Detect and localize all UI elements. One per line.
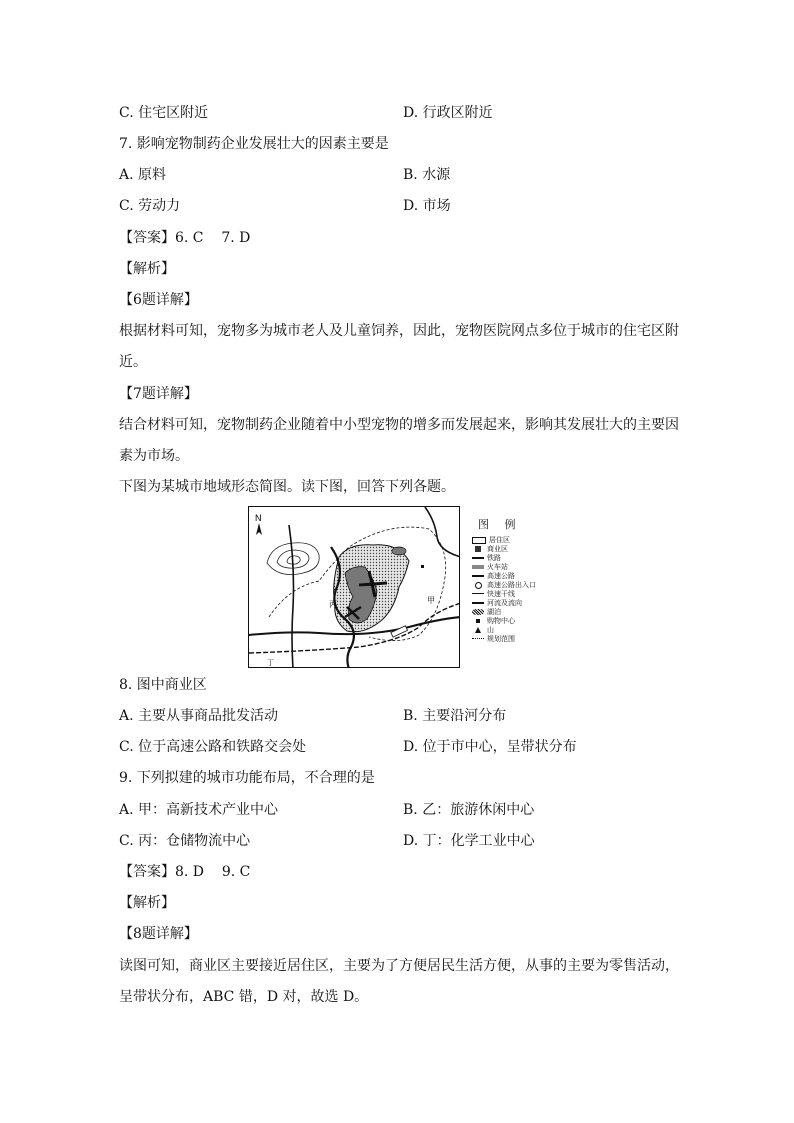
legend-item: 山 [472, 626, 494, 634]
legend-item: 高速公路出入口 [472, 581, 536, 589]
city-form-map [248, 506, 460, 668]
q9-option-c: C. 丙：仓储物流中心 [119, 833, 251, 849]
detail-8-title: 【8题详解】 [119, 926, 198, 942]
detail-6-line1: 根据材料可知，宠物多为城市老人及儿童饲养，因此，宠物医院网点多位于城市的住宅区附 [119, 323, 679, 339]
label-jia: 甲 [427, 596, 435, 605]
q8-option-c: C. 位于高速公路和铁路交会处 [119, 739, 307, 755]
north-arrow-icon [255, 513, 262, 535]
q9-option-d: D. 丁：化学工业中心 [403, 833, 535, 849]
legend-item: 快速干线 [472, 590, 515, 598]
detail-6-title: 【6题详解】 [119, 292, 198, 308]
lake [392, 547, 406, 555]
q6-option-c: C. 住宅区附近 [119, 105, 209, 121]
answer-6-7: 【答案】6. C 7. D [119, 230, 251, 246]
q7-option-d: D. 市场 [403, 198, 451, 214]
analysis-heading-2: 【解析】 [119, 895, 175, 911]
analysis-heading-1: 【解析】 [119, 261, 175, 277]
legend-item: 河流及流向 [472, 599, 522, 607]
answer-8-9: 【答案】8. D 9. C [119, 864, 251, 880]
detail-7-line1: 结合材料可知，宠物制药企业随着中小型宠物的增多而发展起来，影响其发展壮大的主要因 [119, 417, 679, 433]
legend-item: 居住区 [472, 536, 510, 544]
q7-option-c: C. 劳动力 [119, 198, 181, 214]
city-map-svg [249, 507, 460, 668]
map-legend [460, 506, 550, 668]
q8-option-b: B. 主要沿河分布 [403, 708, 507, 724]
detail-8-line2: 呈带状分布，ABC 错，D 对，故选 D。 [119, 989, 369, 1005]
q8-stem: 8. 图中商业区 [119, 677, 207, 693]
legend-item: 湖泊 [472, 608, 501, 616]
legend-item: 火车站 [472, 563, 508, 571]
q7-option-a: A. 原料 [119, 167, 167, 183]
arterial-road [289, 525, 294, 668]
detail-6-line2: 近。 [119, 354, 147, 370]
q7-stem: 7. 影响宠物制药企业发展壮大的因素主要是 [119, 136, 389, 152]
q8-option-a: A. 主要从事商品批发活动 [119, 708, 279, 724]
detail-7-title: 【7题详解】 [119, 386, 198, 402]
legend-item: 商业区 [472, 545, 508, 553]
q6-option-d: D. 行政区附近 [403, 105, 493, 121]
shopping-marker [421, 565, 424, 568]
label-ding: 丁 [267, 659, 274, 667]
detail-7-line2: 素为市场。 [119, 448, 189, 464]
legend-item: 铁路 [472, 554, 501, 562]
label-bing: 丙 [329, 600, 337, 609]
legend-item: 购物中心 [472, 617, 515, 625]
q8-option-d: D. 位于市中心，呈带状分布 [403, 739, 577, 755]
q9-stem: 9. 下列拟建的城市功能布局，不合理的是 [119, 770, 375, 786]
q9-option-a: A. 甲：高新技术产业中心 [119, 802, 279, 818]
detail-8-line1: 读图可知，商业区主要接近居住区，主要为了方便居民生活方便，从事的主要为零售活动， [119, 958, 679, 974]
north-label: N [255, 513, 262, 523]
map-intro: 下图为某城市地域形态简图。读下图，回答下列各题。 [119, 479, 455, 495]
q9-option-b: B. 乙：旅游休闲中心 [403, 802, 535, 818]
legend-item: 高速公路 [472, 572, 515, 580]
legend-item: 规划范围 [472, 635, 515, 643]
q7-option-b: B. 水源 [403, 167, 451, 183]
legend-title: 图 例 [478, 518, 522, 531]
